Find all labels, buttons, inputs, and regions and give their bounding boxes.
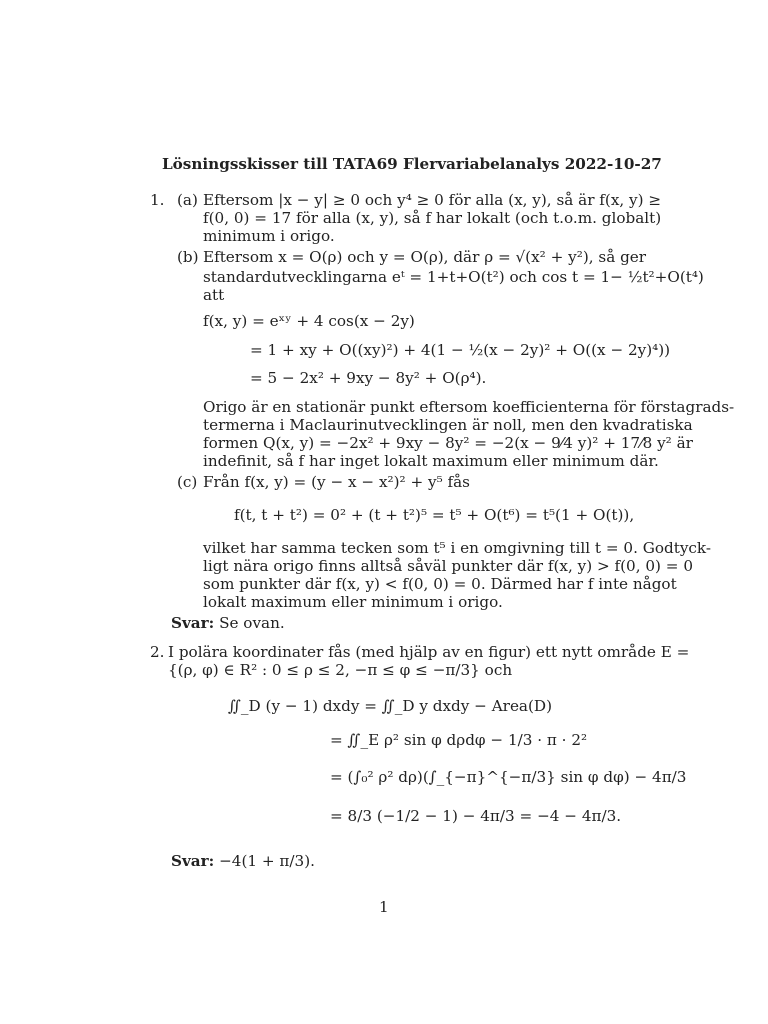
problem-1b-para-line-3: formen Q(x, y) = −2x² + 9xy − 8y² = −2(x − 9⁄4 y)² + 17⁄8 y² är <box>203 434 693 452</box>
problem-1c-equation: f(t, t + t²) = 0² + (t + t²)⁵ = t⁵ + O(t⁶) = t⁵(1 + O(t)), <box>234 506 635 524</box>
problem-1b-line-3: att <box>203 286 225 304</box>
problem-1a-line-1: Eftersom |x − y| ≥ 0 och y⁴ ≥ 0 för alla (x, y), så är f(x, y) ≥ <box>203 191 662 209</box>
problem-1c-para-line-4: lokalt maximum eller minimum i origo. <box>203 593 503 611</box>
problem-1c-para-line-1: vilket har samma tecken som t⁵ i en omgivning till t = 0. Godtyck- <box>203 539 711 557</box>
problem-1-answer <box>171 613 285 633</box>
problem-1c-para-line-3: som punkter där f(x, y) < f(0, 0) = 0. Därmed har f inte något <box>203 575 677 593</box>
problem-1c-label: (c) <box>177 473 198 491</box>
problem-1b-line-1: Eftersom x = O(ρ) och y = O(ρ), där ρ = √(x² + y²), så ger <box>203 248 647 266</box>
problem-1-number: 1. <box>150 191 165 209</box>
problem-1a-label: (a) <box>177 191 198 209</box>
problem-1c-para-line-2: ligt nära origo finns alltså såväl punkter där f(x, y) > f(0, 0) = 0 <box>203 557 694 575</box>
document-title: Lösningsskisser till TATA69 Flervariabelanalys 2022-10-27 <box>162 155 662 173</box>
problem-2-equation-1: ∬_D (y − 1) dxdy = ∬_D y dxdy − Area(D) <box>228 697 553 715</box>
problem-2-line-2: {(ρ, φ) ∈ R² : 0 ≤ ρ ≤ 2, −π ≤ φ ≤ −π/3} och <box>168 661 513 679</box>
problem-2-equation-3: = (∫₀² ρ² dρ)(∫_{−π}^{−π/3} sin φ dφ) − 4π/3 <box>330 768 687 786</box>
problem-2-answer <box>171 851 315 871</box>
answer-label: Svar: <box>171 614 215 632</box>
problem-1b-equation-1: f(x, y) = eˣʸ + 4 cos(x − 2y) <box>203 312 415 330</box>
problem-1c-line-1: Från f(x, y) = (y − x − x²)² + y⁵ fås <box>203 473 470 491</box>
problem-1b-equation-3: = 5 − 2x² + 9xy − 8y² + O(ρ⁴). <box>250 369 487 387</box>
problem-2-equation-4: = 8/3 (−1/2 − 1) − 4π/3 = −4 − 4π/3. <box>330 807 622 825</box>
problem-1b-para-line-4: indefinit, så f har inget lokalt maximum eller minimum där. <box>203 452 659 470</box>
problem-1b-equation-2: = 1 + xy + O((xy)²) + 4(1 − ½(x − 2y)² + O((x − 2y)⁴)) <box>250 341 671 359</box>
answer-label: Svar: <box>171 852 215 870</box>
problem-1b-line-2: standardutvecklingarna eᵗ = 1+t+O(t²) och cos t = 1− ½t²+O(t⁴) <box>203 268 704 286</box>
problem-1b-label: (b) <box>177 248 199 266</box>
problem-1a-line-3: minimum i origo. <box>203 227 335 245</box>
problem-2-line-1: I polära koordinater fås (med hjälp av en figur) ett nytt område E = <box>168 643 690 661</box>
problem-1b-para-line-1: Origo är en stationär punkt eftersom koefficienterna för förstagrads- <box>203 398 735 416</box>
page-number: 1 <box>379 898 389 916</box>
problem-1b-para-line-2: termerna i Maclaurinutvecklingen är noll, men den kvadratiska <box>203 416 693 434</box>
answer-text: Se ovan. <box>219 614 285 632</box>
answer-text: −4(1 + π/3). <box>219 852 315 870</box>
problem-2-equation-2: = ∬_E ρ² sin φ dρdφ − 1/3 · π · 2² <box>330 731 588 749</box>
problem-1a-line-2: f(0, 0) = 17 för alla (x, y), så f har lokalt (och t.o.m. globalt) <box>203 209 662 227</box>
problem-2-number: 2. <box>150 643 165 661</box>
